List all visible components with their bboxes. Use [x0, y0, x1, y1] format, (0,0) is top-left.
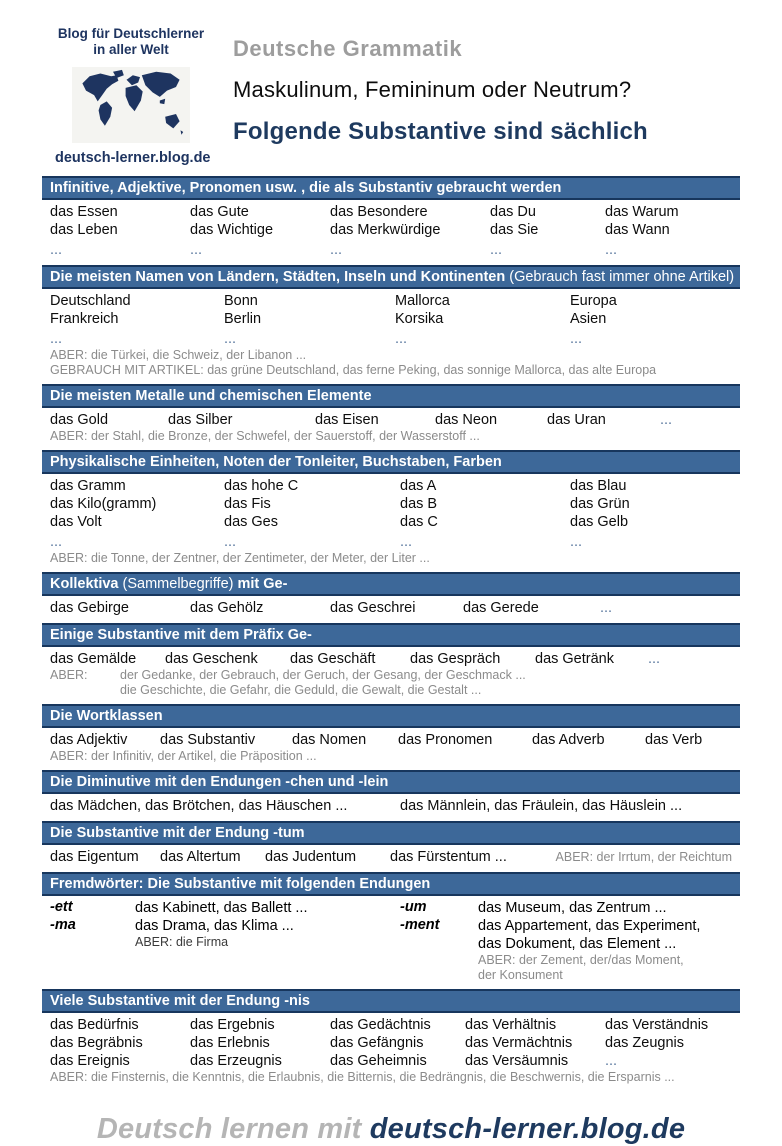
section-title-part: Die Substantive mit der Endung -tum — [50, 825, 305, 841]
noun-item: das Gehölz — [190, 600, 264, 616]
section-wortklassen — [42, 704, 740, 766]
section-kollektiva — [42, 572, 740, 619]
noun-item: das Kilo(gramm) — [50, 496, 157, 512]
word-row — [50, 797, 732, 815]
noun-item: das Nomen — [292, 732, 367, 748]
noun-item: ... — [570, 534, 583, 550]
aber-note: der Konsument — [478, 968, 563, 982]
aber-note: GEBRAUCH MIT ARTIKEL: das grüne Deutschland, das ferne Peking, das sonnige Mallorca, das alte Europa — [50, 363, 657, 377]
noun-item: ... — [330, 242, 343, 258]
noun-item: ... — [50, 331, 63, 347]
noun-item: das Versäumnis — [465, 1053, 569, 1069]
noun-item: das Vermächtnis — [465, 1035, 573, 1051]
section-title-part: Kollektiva — [50, 576, 123, 592]
ending-label: -um — [400, 899, 427, 915]
title-grammar: Deutsche Grammatik — [233, 36, 463, 61]
noun-item: ... — [50, 534, 63, 550]
noun-item: ... — [605, 242, 618, 258]
noun-item: das Substantiv — [160, 732, 256, 748]
section-body — [42, 474, 740, 568]
aber-note: die Geschichte, die Gefahr, die Geduld, die Gewalt, die Gestalt ... — [120, 683, 482, 697]
section-header — [42, 623, 740, 647]
noun-item: das Gerede — [463, 600, 539, 616]
noun-item: ... — [400, 534, 413, 550]
noun-item: das hohe C — [224, 478, 299, 494]
noun-item: das Erlebnis — [190, 1035, 270, 1051]
noun-item: das Geschrei — [330, 600, 416, 616]
section-title-part: Die meisten Namen von Ländern, Städten, Inseln und Kontinenten — [50, 269, 510, 285]
section-metalle-chemische-elemente — [42, 384, 740, 446]
endings-column — [50, 899, 400, 983]
noun-item: das Uran — [547, 412, 606, 428]
word-line: das Kabinett, das Ballett ... — [135, 900, 308, 916]
noun-item: das Verhältnis — [465, 1017, 557, 1033]
section-endung-tum — [42, 821, 740, 868]
noun-item: das Leben — [50, 222, 118, 238]
footer-slogan — [0, 1113, 782, 1146]
word-row — [50, 1052, 732, 1070]
ending-label: -ett — [50, 899, 73, 915]
section-header — [42, 384, 740, 408]
noun-item: das Geschenk — [165, 651, 258, 667]
word-row — [50, 599, 732, 617]
aber-note: ABER: die Türkei, die Schweiz, der Libanon ... — [50, 348, 307, 362]
word-row — [50, 650, 732, 668]
section-header — [42, 770, 740, 794]
word-row — [50, 1016, 732, 1034]
world-map-svg — [74, 69, 188, 141]
section-header — [42, 989, 740, 1013]
noun-item: das Ergebnis — [190, 1017, 275, 1033]
noun-item: ... — [570, 331, 583, 347]
section-diminutive — [42, 770, 740, 817]
aber-block — [50, 668, 732, 698]
page-header — [0, 0, 782, 176]
section-body — [42, 896, 740, 985]
ending-label: -ment — [400, 917, 440, 933]
ending-words — [135, 917, 294, 950]
section-body — [42, 845, 740, 868]
word-row — [50, 1034, 732, 1052]
section-endung-nis — [42, 989, 740, 1087]
section-title-part: mit Ge- — [237, 576, 288, 592]
noun-item: das B — [400, 496, 438, 512]
logo-url: deutsch-lerner.blog.de — [55, 150, 211, 166]
section-title-part: Die Diminutive mit den Endungen -chen und -lein — [50, 774, 389, 790]
noun-item: das Männlein, das Fräulein, das Häuslein ... — [400, 798, 683, 814]
noun-item: das Zeugnis — [605, 1035, 684, 1051]
section-header — [42, 704, 740, 728]
aber-note: ABER: die Tonne, der Zentner, der Zentimeter, der Meter, der Liter ... — [50, 551, 430, 565]
noun-item: das Wichtige — [190, 222, 274, 238]
section-body — [42, 647, 740, 700]
noun-item: das Gute — [190, 204, 249, 220]
word-line: das Museum, das Zentrum ... — [478, 900, 667, 916]
noun-item: das Volt — [50, 514, 102, 530]
noun-item: das Fis — [224, 496, 271, 512]
section-title-part: Viele Substantive mit der Endung -nis — [50, 993, 310, 1009]
word-row — [50, 241, 732, 259]
noun-item: das Pronomen — [398, 732, 493, 748]
noun-item: das Verb — [645, 732, 703, 748]
section-body — [42, 1013, 740, 1087]
ending-entry — [50, 917, 400, 950]
section-header — [42, 872, 740, 896]
noun-item: das Adverb — [532, 732, 605, 748]
ending-entry — [50, 899, 400, 917]
aber-note: ABER: die Firma — [135, 935, 229, 949]
noun-item: Frankreich — [50, 311, 119, 327]
word-row — [50, 533, 732, 551]
aber-note: ABER: der Infinitiv, der Artikel, die Präposition ... — [50, 749, 317, 763]
noun-item: das Geheimnis — [330, 1053, 427, 1069]
title-main: Folgende Substantive sind sächlich — [233, 118, 648, 145]
title-question: Maskulinum, Femininum oder Neutrum? — [233, 77, 632, 102]
noun-item: das Geschäft — [290, 651, 376, 667]
noun-item: das Verständnis — [605, 1017, 709, 1033]
noun-item: Berlin — [224, 311, 262, 327]
noun-item: das Altertum — [160, 849, 241, 865]
noun-item: ... — [605, 1053, 618, 1069]
noun-item: ... — [50, 242, 63, 258]
noun-item: das Getränk — [535, 651, 614, 667]
footer-url: deutsch-lerner.blog.de — [369, 1113, 686, 1145]
noun-item: das Bedürfnis — [50, 1017, 139, 1033]
section-laender-staedte-inseln-kontinente — [42, 265, 740, 380]
noun-item: das Gold — [50, 412, 109, 428]
noun-item: das Begräbnis — [50, 1035, 143, 1051]
noun-item: das Neon — [435, 412, 498, 428]
section-header — [42, 572, 740, 596]
aber-note: ABER: der Stahl, die Bronze, der Schwefel, der Sauerstoff, der Wasserstoff ... — [50, 429, 480, 443]
section-title-part: Infinitive, Adjektive, Pronomen usw. , die als Substantiv gebraucht werden — [50, 180, 562, 196]
noun-item: das Grün — [570, 496, 630, 512]
noun-item: das Wann — [605, 222, 670, 238]
noun-item: das A — [400, 478, 437, 494]
noun-item: Mallorca — [395, 293, 450, 309]
noun-item: ... — [490, 242, 503, 258]
word-row — [50, 477, 732, 495]
noun-item: das Fürstentum ... — [390, 849, 507, 865]
noun-item: ... — [600, 600, 613, 616]
section-title-part: (Gebrauch fast immer ohne Artikel) — [509, 269, 735, 285]
word-row — [50, 411, 732, 429]
ending-label: -ma — [50, 917, 76, 933]
section-header — [42, 176, 740, 200]
noun-item: Asien — [570, 311, 607, 327]
word-line: das Dokument, das Element ... — [478, 936, 677, 952]
noun-item: das Sie — [490, 222, 539, 238]
sections — [0, 176, 782, 1087]
ending-words — [135, 899, 308, 917]
word-row — [50, 221, 732, 239]
noun-item: das Ereignis — [50, 1053, 130, 1069]
aber-label: ABER: — [50, 668, 88, 682]
word-row — [50, 848, 732, 866]
word-row — [50, 292, 732, 310]
noun-item: ... — [395, 331, 408, 347]
noun-item: ... — [648, 651, 661, 667]
aber-note: ABER: die Finsternis, die Kenntnis, die Erlaubnis, die Bitternis, die Bedrängnis, die Beschwernis, die Ersparnis ... — [50, 1070, 675, 1084]
aber-note: ABER: der Zement, der/das Moment, — [478, 953, 684, 967]
word-line: das Appartement, das Experiment, — [478, 918, 701, 934]
noun-item: das Gemälde — [50, 651, 137, 667]
noun-item: das Gespräch — [410, 651, 501, 667]
section-header — [42, 265, 740, 289]
noun-item: Deutschland — [50, 293, 131, 309]
noun-item: das Ges — [224, 514, 278, 530]
section-body — [42, 200, 740, 261]
section-title-part: Physikalische Einheiten, Noten der Tonleiter, Buchstaben, Farben — [50, 454, 502, 470]
blog-logo — [55, 26, 211, 166]
noun-item: das Gedächtnis — [330, 1017, 431, 1033]
section-substantivierte-woerter — [42, 176, 740, 261]
word-row — [50, 203, 732, 221]
section-body — [42, 728, 740, 766]
noun-item: das Mädchen, das Brötchen, das Häuschen ... — [50, 798, 348, 814]
ending-words — [478, 899, 667, 917]
noun-item: das Gebirge — [50, 600, 129, 616]
noun-item: das Eigentum — [50, 849, 139, 865]
section-header — [42, 821, 740, 845]
section-body — [42, 289, 740, 380]
noun-item: das Gramm — [50, 478, 126, 494]
noun-item: Europa — [570, 293, 617, 309]
ending-entry — [400, 917, 732, 983]
section-title-part: Die meisten Metalle und chemischen Elemente — [50, 388, 372, 404]
noun-item: das C — [400, 514, 438, 530]
noun-item: das Warum — [605, 204, 679, 220]
footer-text: Deutsch lernen mit — [96, 1113, 370, 1145]
section-einheiten-noten-buchstaben-farben — [42, 450, 740, 568]
word-row — [50, 310, 732, 328]
noun-item: das Silber — [168, 412, 233, 428]
noun-item: Korsika — [395, 311, 444, 327]
aber-lines — [120, 668, 526, 698]
section-title-part: Fremdwörter: Die Substantive mit folgenden Endungen — [50, 876, 431, 892]
noun-item: das Besondere — [330, 204, 428, 220]
ending-words — [478, 917, 700, 983]
noun-item: das Essen — [50, 204, 118, 220]
logo-text-line1: Blog für Deutschlerner — [57, 26, 205, 41]
noun-item: das Eisen — [315, 412, 379, 428]
section-praefix-ge — [42, 623, 740, 700]
word-row — [50, 513, 732, 531]
noun-item: das Adjektiv — [50, 732, 128, 748]
noun-item: Bonn — [224, 293, 258, 309]
section-fremdwoerter-endungen — [42, 872, 740, 985]
endings — [50, 899, 732, 983]
word-row — [50, 731, 732, 749]
section-title-part: Einige Substantive mit dem Präfix Ge- — [50, 627, 312, 643]
noun-item: ... — [660, 412, 673, 428]
noun-item: das Erzeugnis — [190, 1053, 282, 1069]
word-line: das Drama, das Klima ... — [135, 918, 294, 934]
noun-item: ... — [224, 331, 237, 347]
noun-item: ... — [224, 534, 237, 550]
section-body — [42, 596, 740, 619]
noun-item: das Gefängnis — [330, 1035, 424, 1051]
section-title-part: (Sammelbegriffe) — [122, 576, 238, 592]
section-header — [42, 450, 740, 474]
word-row — [50, 330, 732, 348]
noun-item: das Gelb — [570, 514, 629, 530]
noun-item: das Merkwürdige — [330, 222, 441, 238]
ending-entry — [400, 899, 732, 917]
logo-text-line2: in aller Welt — [93, 42, 169, 57]
noun-item: das Blau — [570, 478, 627, 494]
world-map-icon — [72, 67, 190, 143]
noun-item: das Du — [490, 204, 536, 220]
section-title-part: Die Wortklassen — [50, 708, 163, 724]
noun-item: ... — [190, 242, 203, 258]
noun-item: das Judentum — [265, 849, 357, 865]
aber-note: ABER: der Irrtum, der Reichtum — [555, 850, 732, 864]
aber-note: der Gedanke, der Gebrauch, der Geruch, der Gesang, der Geschmack ... — [120, 668, 526, 682]
title-block — [233, 26, 648, 166]
section-body — [42, 408, 740, 446]
section-body — [42, 794, 740, 817]
word-row — [50, 495, 732, 513]
endings-column — [400, 899, 732, 983]
